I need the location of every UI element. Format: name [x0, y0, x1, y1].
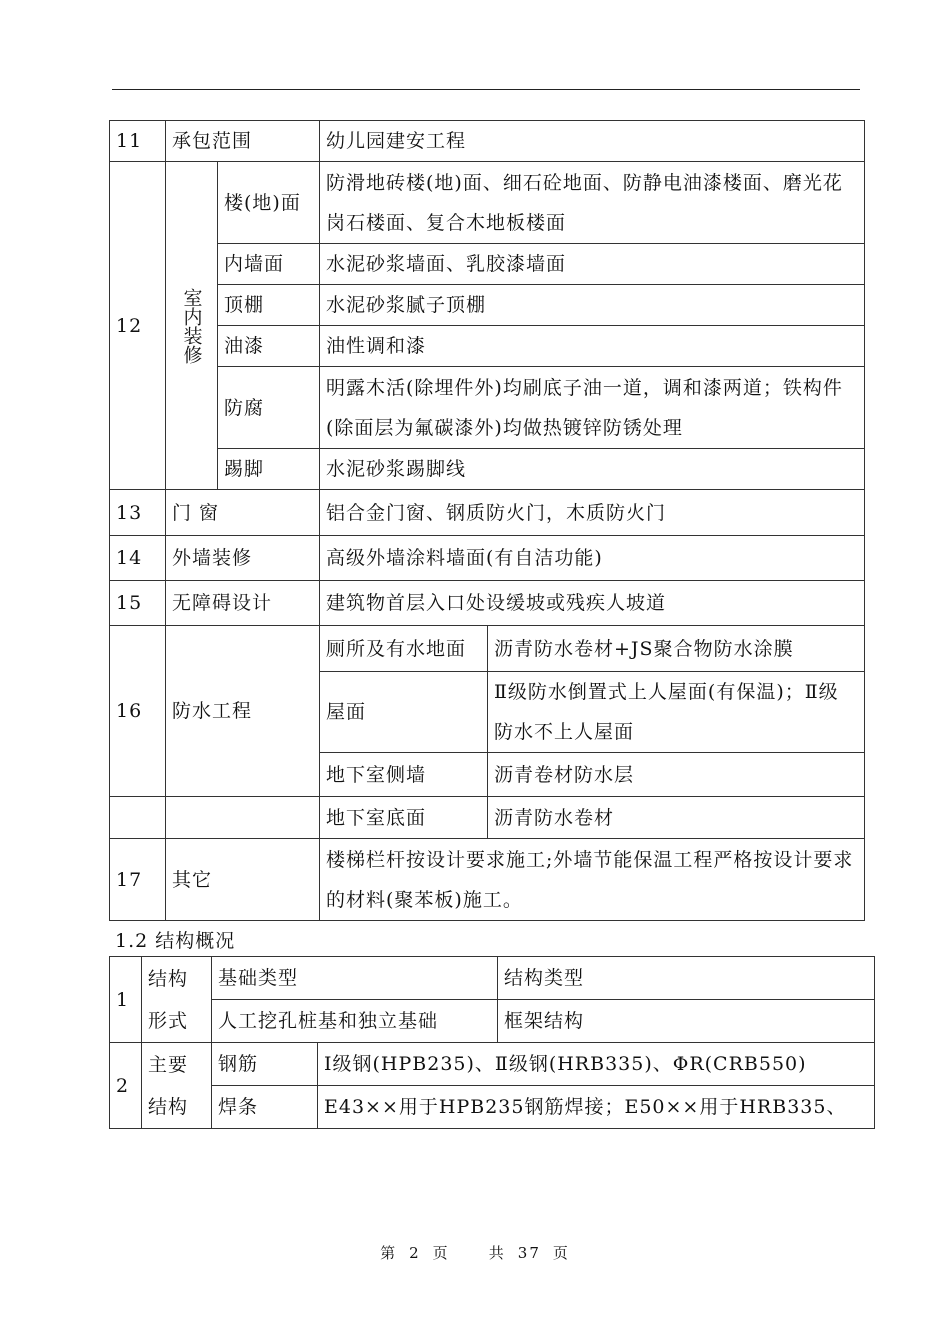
item-label: 防腐	[218, 367, 320, 449]
table-row	[110, 367, 865, 449]
row-value: 楼梯栏杆按设计要求施工;外墙节能保温工程严格按设计要求的材料(聚苯板)施工。	[320, 839, 865, 921]
item-label: 地下室侧墙	[320, 753, 488, 797]
row-label: 门 窗	[166, 490, 320, 536]
header-rule	[112, 89, 860, 90]
row-value: 铝合金门窗、钢质防火门，木质防火门	[320, 490, 865, 536]
item-value: 明露木活(除埋件外)均刷底子油一道，调和漆两道；铁构件(除面层为氟碳漆外)均做热镀锌防锈处理	[320, 367, 865, 449]
column-header: 基础类型	[212, 957, 498, 1000]
table-row	[110, 797, 865, 839]
item-value: 沥青防水卷材+JS聚合物防水涂膜	[488, 626, 865, 672]
page-number: 2	[409, 1244, 421, 1262]
page-footer	[0, 1242, 950, 1263]
row-value: 建筑物首层入口处设缓坡或残疾人坡道	[320, 581, 865, 626]
table-row	[110, 1000, 875, 1043]
page-unit: 页	[432, 1244, 450, 1262]
table-row	[110, 490, 865, 536]
row-number: 17	[110, 839, 166, 921]
row-value: 幼儿园建安工程	[320, 121, 865, 162]
row-number: 11	[110, 121, 166, 162]
group-label: 室内装修	[166, 162, 218, 490]
column-header: 结构类型	[498, 957, 875, 1000]
row-value: 人工挖孔桩基和独立基础	[212, 1000, 498, 1043]
item-value: 沥青防水卷材	[488, 797, 865, 839]
row-value: 框架结构	[498, 1000, 875, 1043]
item-value: 防滑地砖楼(地)面、细石砼地面、防静电油漆楼面、磨光花岗石楼面、复合木地板楼面	[320, 162, 865, 244]
row-label: 防水工程	[166, 626, 320, 797]
row-number: 14	[110, 536, 166, 581]
total-label: 共	[488, 1244, 506, 1262]
row-label: 外墙装修	[166, 536, 320, 581]
table-row	[110, 1086, 875, 1129]
table-row	[110, 244, 865, 285]
row-number: 13	[110, 490, 166, 536]
table-row	[110, 162, 865, 244]
item-value: 油性调和漆	[320, 326, 865, 367]
empty-cell	[166, 797, 320, 839]
table-row	[110, 957, 875, 1000]
table-row	[110, 839, 865, 921]
table-row	[110, 626, 865, 672]
total-pages: 37	[517, 1244, 541, 1262]
row-number: 1	[110, 957, 142, 1043]
item-label: 焊条	[212, 1086, 318, 1129]
item-label: 厕所及有水地面	[320, 626, 488, 672]
building-spec-table	[109, 120, 865, 921]
table-row	[110, 121, 865, 162]
item-value: 水泥砂浆腻子顶棚	[320, 285, 865, 326]
item-value: 水泥砂浆踢脚线	[320, 449, 865, 490]
structure-table	[109, 956, 875, 1129]
total-unit: 页	[552, 1244, 570, 1262]
page-label: 第	[380, 1244, 398, 1262]
item-label: 楼(地)面	[218, 162, 320, 244]
item-label: 顶棚	[218, 285, 320, 326]
item-value: E43××用于HPB235钢筋焊接；E50××用于HRB335、	[318, 1086, 875, 1129]
item-value: 沥青卷材防水层	[488, 753, 865, 797]
item-label: 钢筋	[212, 1043, 318, 1086]
item-label: 地下室底面	[320, 797, 488, 839]
row-value: 高级外墙涂料墙面(有自洁功能)	[320, 536, 865, 581]
item-label: 踢脚	[218, 449, 320, 490]
row-label: 其它	[166, 839, 320, 921]
item-label: 油漆	[218, 326, 320, 367]
table-row	[110, 285, 865, 326]
item-value: Ⅰ级钢(HPB235)、Ⅱ级钢(HRB335)、ΦR(CRB550)	[318, 1043, 875, 1086]
row-label: 主要结构	[142, 1043, 212, 1129]
table-row	[110, 1043, 875, 1086]
empty-cell	[110, 797, 166, 839]
row-label: 无障碍设计	[166, 581, 320, 626]
item-value: Ⅱ级防水倒置式上人屋面(有保温)；Ⅱ级防水不上人屋面	[488, 672, 865, 753]
item-label: 内墙面	[218, 244, 320, 285]
table-row	[110, 581, 865, 626]
item-label: 屋面	[320, 672, 488, 753]
table-row	[110, 326, 865, 367]
row-number: 2	[110, 1043, 142, 1129]
section-title: 1.2 结构概况	[115, 930, 236, 952]
row-label: 承包范围	[166, 121, 320, 162]
row-number: 12	[110, 162, 166, 490]
item-value: 水泥砂浆墙面、乳胶漆墙面	[320, 244, 865, 285]
table-row	[110, 536, 865, 581]
row-number: 16	[110, 626, 166, 797]
table-row	[110, 449, 865, 490]
row-number: 15	[110, 581, 166, 626]
row-label: 结构形式	[142, 957, 212, 1043]
